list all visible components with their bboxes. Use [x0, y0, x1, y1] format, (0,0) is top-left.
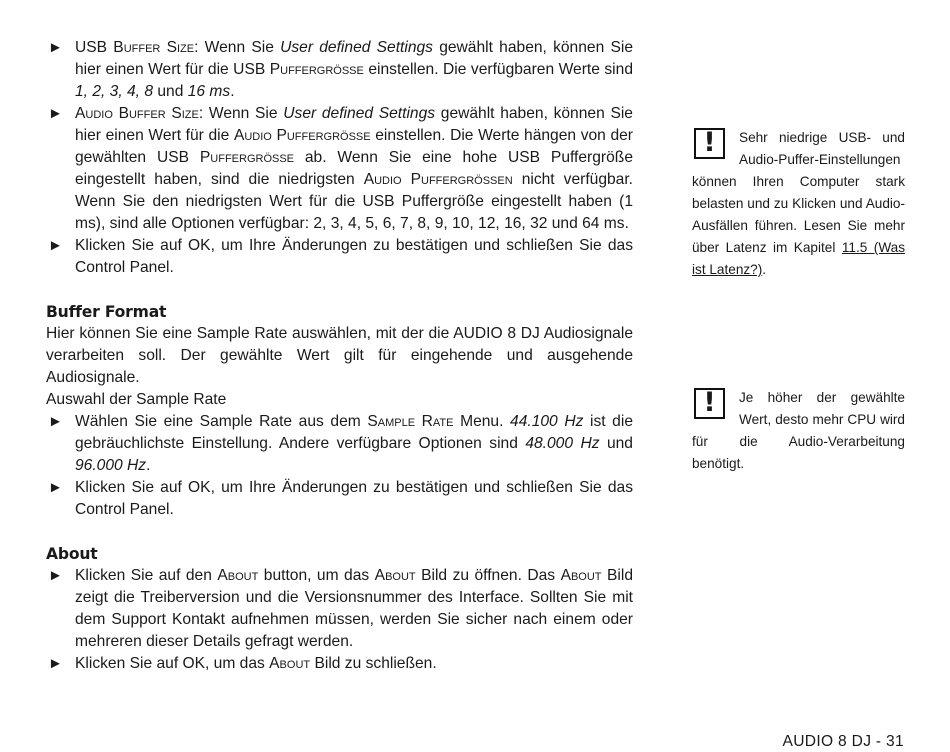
ui-term: Sample Rate — [367, 413, 454, 430]
bullet-text: ab. Wenn Sie eine hohe USB Puffergröße eingestellt haben, sind die niedrigsten — [75, 149, 633, 188]
bullet-text: button, um das — [258, 567, 375, 584]
buffer-format-intro: Hier können Sie eine Sample Rate auswählen, mit der die AUDIO 8 DJ Audiosignale verarbeiten soll. Der gewählte Wert gilt für eingehende und ausgehende Audiosignale. — [46, 325, 633, 386]
bullet-arrow-icon: ► — [48, 479, 63, 496]
bullet-item — [46, 103, 633, 235]
ui-term: Buffer Size — [113, 39, 195, 56]
page-footer: AUDIO 8 DJ - 31 — [782, 733, 904, 750]
bullet-arrow-icon: ► — [48, 237, 63, 254]
emphasis-text: 48.000 Hz — [525, 435, 600, 452]
emphasis-text: User defined Settings — [280, 39, 433, 56]
bullet-text: gewählt haben, können Sie hier einen Wert für die USB — [75, 39, 634, 78]
bullet-item — [46, 37, 633, 103]
bullet-text: Klicken Sie auf OK, um Ihre Änderungen zu bestätigen und schließen Sie das Control Panel. — [75, 237, 633, 276]
bullet-text: Klicken Sie auf OK, um das — [75, 655, 270, 672]
bullet-text: . — [230, 83, 235, 100]
warning-icon — [694, 388, 725, 419]
bullet-text: einstellen. Die verfügbaren Werte sind — [363, 61, 633, 78]
bullet-text: und — [153, 83, 188, 100]
bullet-text: : Wenn Sie — [198, 105, 284, 122]
bullet-text: einstellen. Die Werte hängen von der gewählten USB — [75, 127, 633, 166]
sidenote-latency-body: Sehr niedrige USB- und Audio-Puffer-Einstellungen können Ihren Computer stark belasten und zu Klicken und Audio-Ausfällen führen. Lesen Sie mehr über Latenz im Kapitel — [692, 130, 905, 255]
bullet-arrow-icon: ► — [48, 567, 63, 584]
bullet-text: und — [599, 435, 633, 452]
bullet-text: Menu. — [453, 413, 511, 430]
bullet-text: : Wenn Sie — [194, 39, 281, 56]
bullet-text: Klicken Sie auf den — [75, 567, 218, 584]
settings-bullet-list — [46, 37, 633, 279]
main-column — [46, 37, 633, 675]
ui-term: Puffergrösse — [269, 61, 364, 78]
ui-term: About — [269, 655, 311, 672]
emphasis-text: 44.100 Hz — [510, 413, 584, 430]
emphasis-text: 16 ms — [187, 83, 231, 100]
bullet-item — [46, 653, 633, 675]
latency-chapter-link[interactable]: 11.5 (Was ist Latenz?) — [692, 240, 905, 277]
ui-term: Puffergrösse — [199, 149, 295, 166]
buffer-format-bullet-list — [46, 411, 633, 521]
sidenote-latency — [692, 127, 905, 281]
bullet-arrow-icon: ► — [48, 655, 63, 672]
emphasis-text: 96.000 Hz — [75, 457, 147, 474]
bullet-text: Bild zeigt die Treiberversion und die Versionsnummer des Interface. Sollten Sie mit dem Support Kontakt aufnehmen müssen, werden Sie sicher nach einem oder mehreren dieser Details gefragt werden. — [75, 567, 633, 650]
bullet-text: Wählen Sie eine Sample Rate aus dem — [75, 413, 368, 430]
bullet-text: . — [146, 457, 151, 474]
bullet-text: Bild zu schließen. — [310, 655, 437, 672]
bullet-item — [46, 411, 633, 477]
ui-term: About — [217, 567, 259, 584]
about-bullet-list — [46, 565, 633, 675]
warning-icon — [694, 128, 725, 159]
bullet-item — [46, 235, 633, 279]
bullet-arrow-icon: ► — [48, 105, 63, 122]
sidenote-latency-end: . — [762, 262, 767, 277]
sample-rate-subline: Auswahl der Sample Rate — [46, 391, 227, 408]
bullet-arrow-icon: ► — [48, 413, 63, 430]
bullet-text: Bild zu öffnen. Das — [415, 567, 561, 584]
bullet-text: ist die gebräuchlichste Einstellung. Andere verfügbare Optionen sind — [75, 413, 633, 452]
section-heading-buffer-format: Buffer Format — [46, 303, 167, 321]
section-heading-about: About — [46, 545, 98, 563]
ui-term: About — [560, 567, 602, 584]
sidenote-cpu — [692, 387, 905, 475]
sidenote-cpu-text: Je höher der gewählte Wert, desto mehr CPU wird für die Audio-Verarbeitung benötigt. — [692, 390, 905, 471]
bullet-text: nicht verfügbar. Wenn Sie den niedrigsten Wert für die USB Puffergröße eingestellt haben (1 ms), sind alle Optionen verfügbar: 2, 3, 4, 5, 6, 7, 8, 9, 10, 12, 16, 32 und 64 ms. — [75, 171, 634, 232]
bullet-item — [46, 477, 633, 521]
bullet-text: USB — [75, 39, 114, 56]
emphasis-text: User defined Settings — [283, 105, 436, 122]
ui-term: Audio Puffergrösse — [233, 127, 371, 144]
bullet-item — [46, 565, 633, 653]
ui-term: About — [374, 567, 416, 584]
bullet-arrow-icon: ► — [48, 39, 63, 56]
emphasis-text: 1, 2, 3, 4, 8 — [75, 83, 154, 100]
ui-term: Audio Buffer Size — [75, 105, 199, 122]
bullet-text: gewählt haben, können Sie hier einen Wert für die — [75, 105, 633, 144]
bullet-text: Klicken Sie auf OK, um Ihre Änderungen zu bestätigen und schließen Sie das Control Panel. — [75, 479, 633, 518]
ui-term: Audio Puffergrössen — [363, 171, 513, 188]
